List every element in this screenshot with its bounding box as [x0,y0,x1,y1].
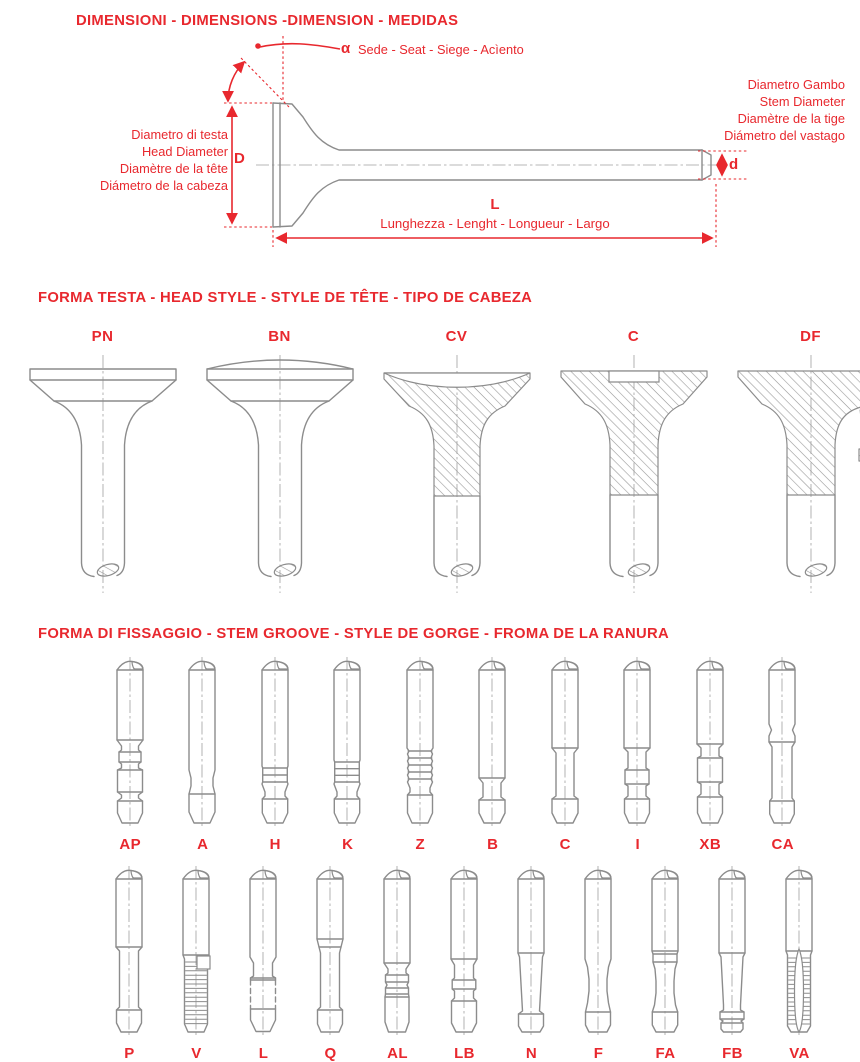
stem-groove-item-va [766,863,833,1062]
stem-groove-label: CA [747,836,820,853]
stem-groove-label: K [312,836,385,853]
stem-groove-label: AP [94,836,167,853]
length-label: Lunghezza - Lenght - Longueur - Largo [275,215,715,232]
stem-groove-item-lb [431,863,498,1062]
head-style-item-cv [368,328,545,604]
stem-groove-item-fb [699,863,766,1062]
stem-diameter-letter: d [729,156,738,173]
stem-figure-h [247,654,304,829]
length-letter: L [275,196,715,213]
stem-figure-b [464,654,521,829]
stem-groove-item-al [364,863,431,1062]
stem-groove-item-ap [94,654,167,853]
stem-figure-va [771,863,828,1038]
seat-label: Sede - Seat - Siege - Acìento [358,41,524,58]
stem-groove-item-xb [674,654,747,853]
stem-figure-fb [704,863,761,1038]
stem-groove-item-z [384,654,457,853]
alpha-letter: α [341,40,350,57]
stem-groove-label: A [167,836,240,853]
head-style-label: DF [722,328,860,345]
stem-figure-lb [436,863,493,1038]
stem-figure-l [235,863,292,1038]
stem-grooves-row1 [0,654,860,853]
stem-diameter-label: Diametro Gambo Stem Diameter Diamètre de la tige Diámetro del vastago [625,76,845,144]
head-style-figure-cv [372,349,542,599]
head-style-figure-df [726,349,860,599]
head-styles-row [14,328,860,604]
stem-grooves-row2 [0,863,860,1062]
stem-groove-label: FA [632,1045,699,1062]
head-style-label: BN [191,328,368,345]
stem-groove-item-i [602,654,675,853]
head-diameter-label: Diametro di testa Head Diameter Diamètre de la tête Diámetro de la cabeza [8,126,228,194]
stem-groove-label: L [230,1045,297,1062]
stem-groove-label: XB [674,836,747,853]
stem-groove-item-p [96,863,163,1062]
head-style-label: C [545,328,722,345]
stem-figure-ap [102,654,159,829]
stem-figure-xb [682,654,739,829]
stem-groove-item-c [529,654,602,853]
stem-figure-q [302,863,359,1038]
head-style-item-c [545,328,722,604]
stem-groove-item-n [498,863,565,1062]
stem-groove-label: I [602,836,675,853]
stem-figure-k [319,654,376,829]
stem-groove-item-q [297,863,364,1062]
head-styles-title: FORMA TESTA - HEAD STYLE - STYLE DE TÊTE - TIPO DE CABEZA [38,290,860,306]
stem-groove-label: LB [431,1045,498,1062]
stem-groove-item-b [457,654,530,853]
stem-groove-label: P [96,1045,163,1062]
head-style-item-bn [191,328,368,604]
stem-groove-label: F [565,1045,632,1062]
dimensions-title: DIMENSIONI - DIMENSIONS -DIMENSION - MEDIDAS [76,13,458,29]
head-style-label: CV [368,328,545,345]
stem-groove-item-v [163,863,230,1062]
stem-figure-f [570,863,627,1038]
stem-groove-label: B [457,836,530,853]
stem-groove-item-a [167,654,240,853]
stem-figure-c [537,654,594,829]
stem-figure-i [609,654,666,829]
stem-figure-v [168,863,225,1038]
stem-groove-label: Z [384,836,457,853]
stem-groove-label: C [529,836,602,853]
stem-groove-label: Q [297,1045,364,1062]
head-style-figure-c [549,349,719,599]
stem-groove-label: N [498,1045,565,1062]
head-diameter-letter: D [234,150,245,167]
head-style-item-df [722,328,860,604]
stem-groove-label: VA [766,1045,833,1062]
stem-figure-n [503,863,560,1038]
stem-figure-a [174,654,231,829]
head-style-figure-bn [195,349,365,599]
stem-grooves-title: FORMA DI FISSAGGIO - STEM GROOVE - STYLE DE GORGE - FROMA DE LA RANURA [38,626,860,642]
stem-groove-label: V [163,1045,230,1062]
stem-figure-z [392,654,449,829]
stem-groove-label: H [239,836,312,853]
stem-groove-label: AL [364,1045,431,1062]
stem-figure-ca [754,654,811,829]
stem-groove-item-f [565,863,632,1062]
dimensions-section [0,0,860,268]
stem-figure-p [101,863,158,1038]
stem-groove-item-ca [747,654,820,853]
stem-figure-fa [637,863,694,1038]
stem-groove-item-fa [632,863,699,1062]
stem-groove-label: FB [699,1045,766,1062]
stem-groove-item-h [239,654,312,853]
head-style-figure-pn [18,349,188,599]
stem-groove-item-l [230,863,297,1062]
stem-groove-item-k [312,654,385,853]
head-style-item-pn [14,328,191,604]
stem-figure-al [369,863,426,1038]
head-style-label: PN [14,328,191,345]
